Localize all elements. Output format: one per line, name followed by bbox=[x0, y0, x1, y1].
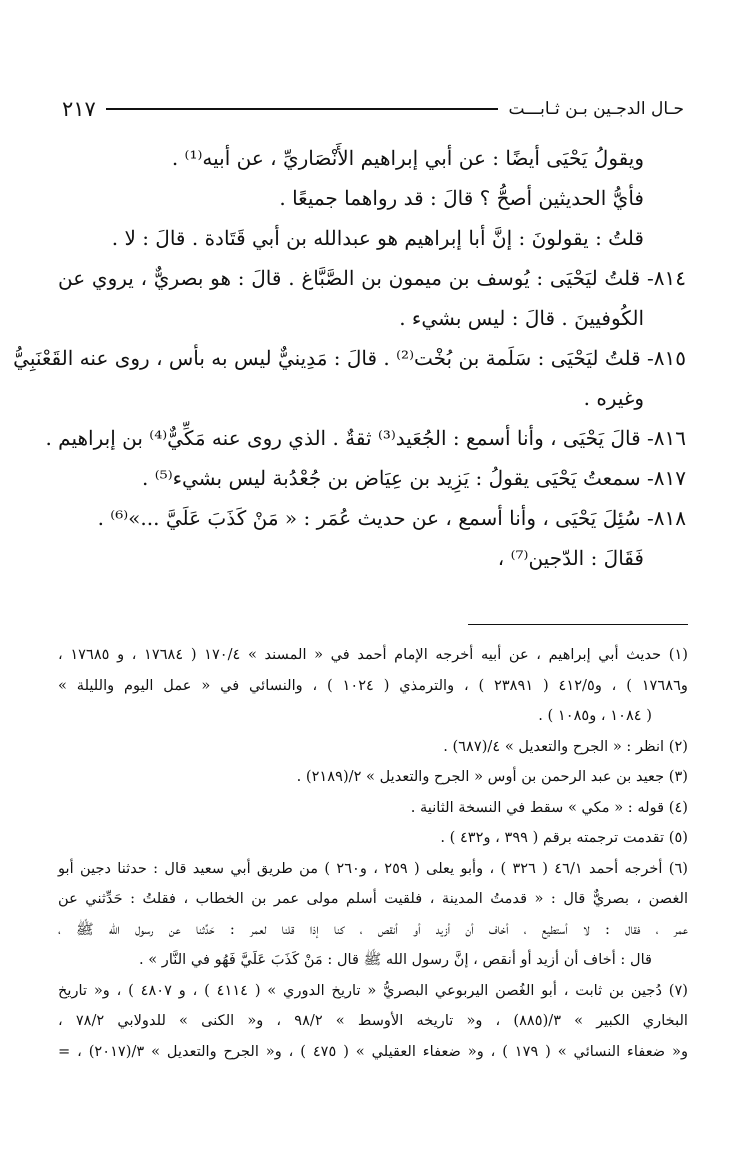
page-header bbox=[62, 92, 684, 126]
footnote-7: (٧) دُجين بن ثابت ، أبو الغُصن اليربوعي البصريُّ « تاريخ الدوري » ( ٤١١٤ ) ، و ٤٨٠٧ ) ، و« تاريخ bbox=[58, 981, 688, 999]
page-number: ٢١٧ bbox=[62, 97, 96, 121]
body-line: فَقَالَ : الدّجين⁽⁷⁾ ، bbox=[497, 546, 644, 570]
body-line: قلتُ : يقولونَ : إنَّ أبا إبراهيم هو عبدالله بن أبي قَتَادة . قالَ : لا . bbox=[111, 226, 644, 250]
entry-816: ٨١٦- قالَ يَحْيَى ، وأنا أسمع : الجُعَيد⁽³⁾ ثقةٌ . الذي روى عنه مَكِّيٌّ⁽⁴⁾ بن إبراهيم . bbox=[45, 426, 686, 450]
footnote-line: البخاري الكبير » ٣/(٨٨٥) ، و« تاريخه الأوسط » ٩٨/٢ ، و« الكنى » للدولابي ٧٨/٢ ، bbox=[58, 1012, 688, 1029]
body-line: وغيره . bbox=[583, 386, 644, 410]
footnote-line: و١٧٦٨٦ ) ، و٤١٢/٥ ( ٢٣٨٩١ ) ، والترمذي ( ١٠٢٤ ) ، والنسائي في « عمل اليوم والليلة » bbox=[58, 676, 688, 694]
footnote-line: الغصن ، بصريٌّ قال : « قدمتُ المدينة ، فلقيت أسلم مولى عمر بن الخطاب ، فقلتُ : حَدِّثني عن bbox=[58, 890, 688, 907]
body-line: فأيُّ الحديثين أصحُّ ؟ قالَ : قد رواهما جميعًا . bbox=[279, 186, 644, 210]
running-title: حـال الدجـين بـن ثـابـــت bbox=[508, 99, 684, 119]
footnote-separator bbox=[468, 624, 688, 625]
entry-814: ٨١٤- قلتُ ليَحْيَى : يُوسف بن ميمون بن الصَّبَّاغ . قالَ : هو بصريٌّ ، يروي عن bbox=[58, 266, 686, 290]
footnote-line: عمر ، فقال : لا أستطيع ، أخاف أن أزيد أو أنقص ، كنا إذا قلنا لعمر : حَدِّثنا عن رسول الله ﷺ ، bbox=[58, 920, 688, 938]
footnote-3: (٣) جعيد بن عبد الرحمن بن أوس « الجرح والتعديل » ٢/(٢١٨٩) . bbox=[296, 768, 688, 785]
footnote-1: (١) حديث أبي إبراهيم ، عن أبيه أخرجه الإمام أحمد في « المسند » ١٧٠/٤ ( ١٧٦٨٤ ، و ١٧٦٨٥ ، bbox=[58, 646, 688, 663]
footnotes bbox=[58, 640, 688, 1067]
footnote-line: ( ١٠٨٤ ، و١٠٨٥ ) . bbox=[538, 707, 652, 724]
footnote-6: (٦) أخرجه أحمد ٤٦/١ ( ٣٢٦ ) ، وأبو يعلى ( ٢٥٩ ، و٢٦٠ ) من طريق أبي سعيد قال : حدثنا دجين أبو bbox=[58, 859, 688, 877]
footnote-line: قال : أخاف أن أزيد أو أنقص ، إنَّ رسول الله ﷺ قال : مَنْ كَذَبَ عَلَيَّ فَهُو في النَّار » . bbox=[138, 951, 652, 968]
footnote-5: (٥) تقدمت ترجمته برقم ( ٣٩٩ ، و٤٣٢ ) . bbox=[440, 829, 688, 846]
body-line: ويقولُ يَحْيَى أيضًا : عن أبي إبراهيم الأَنْصَاريِّ ، عن أبيه⁽¹⁾ . bbox=[171, 146, 644, 170]
footnote-line: و« ضعفاء النسائي » ( ١٧٩ ) ، و« ضعفاء العقيلي » ( ٤٧٥ ) ، و« الجرح والتعديل » ٣/(٢٠١٧) ، = bbox=[58, 1042, 688, 1060]
entry-815: ٨١٥- قلتُ ليَحْيَى : سَلَمة بن بُخْت⁽²⁾ . قالَ : مَدِينيٌّ ليس به بأس ، روى عنه القَعْنَبِيُّ bbox=[13, 346, 686, 370]
footnote-2: (٢) انظر : « الجرح والتعديل » ٤/(٦٨٧) . bbox=[443, 737, 688, 755]
main-text bbox=[13, 138, 686, 578]
entry-817: ٨١٧- سمعتُ يَحْيَى يقولُ : يَزِيد بن عِيَاض بن جُعْدُبة ليس بشيء⁽⁵⁾ . bbox=[142, 466, 686, 490]
body-line: الكُوفيينَ . قالَ : ليس بشيء . bbox=[399, 306, 644, 330]
header-rule bbox=[106, 108, 499, 110]
entry-818: ٨١٨- سُئِلَ يَحْيَى ، وأنا أسمع ، عن حديث عُمَر : « مَنْ كَذَبَ عَلَيَّ ...»⁽⁶⁾ . bbox=[97, 506, 686, 530]
footnote-4: (٤) قوله : « مكي » سقط في النسخة الثانية . bbox=[410, 798, 688, 816]
